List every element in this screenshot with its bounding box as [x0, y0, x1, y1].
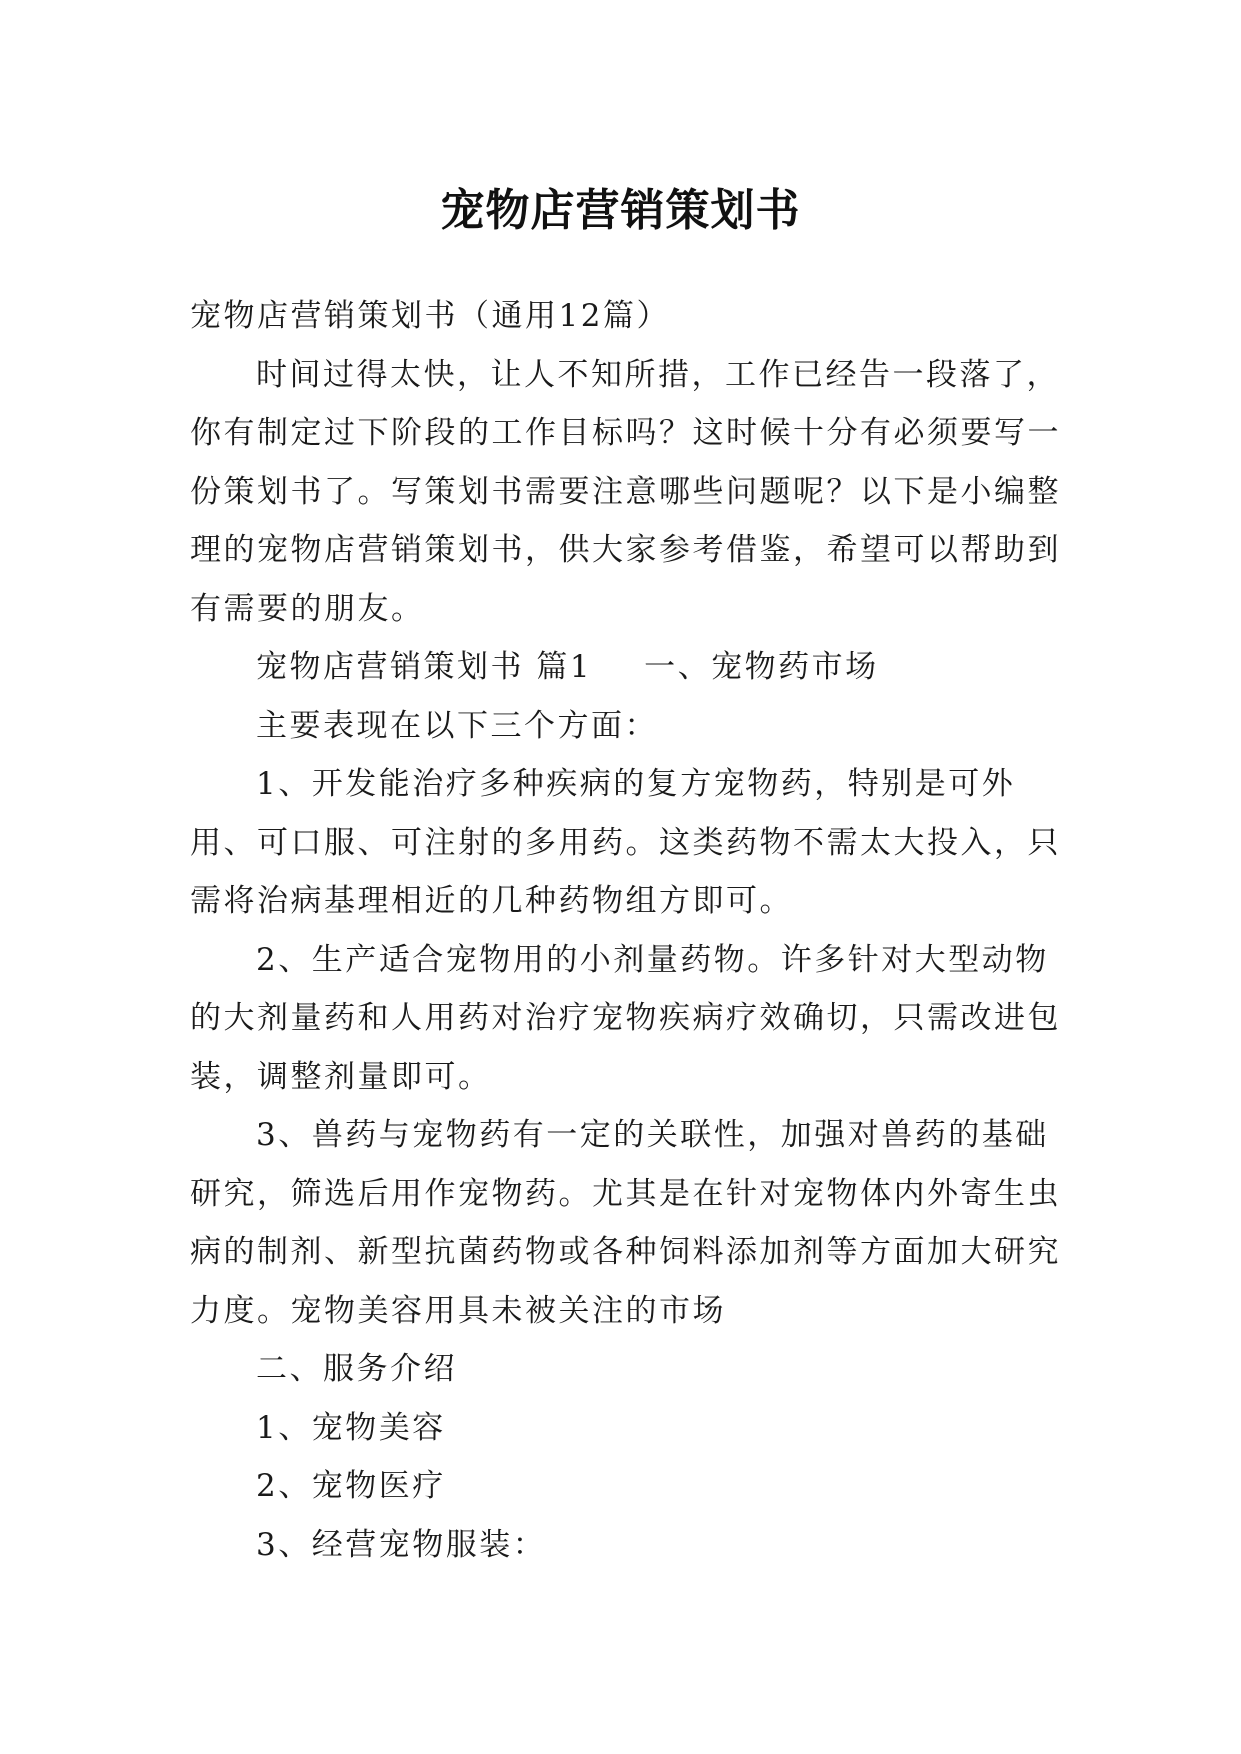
- list-paragraph-3: 3、兽药与宠物药有一定的关联性，加强对兽药的基础研究，筛选后用作宠物药。尤其是在针对宠物体内外寄生虫病的制剂、新型抗菌药物或各种饲料添加剂等方面加大研究力度。宠物美容用具未被关注的市场: [190, 1117, 1061, 1329]
- body-paragraph: 主要表现在以下三个方面：: [256, 707, 658, 744]
- document-title: 宠物店营销策划书: [440, 185, 801, 237]
- document-subtitle: 宠物店营销策划书（通用12篇）: [190, 298, 670, 334]
- section-heading: 一、宠物药市场: [644, 649, 879, 685]
- list-paragraph-1: 1、开发能治疗多种疾病的复方宠物药，特别是可外用、可口服、可注射的多用药。这类药物不需太大投入，只需将治病基理相近的几种药物组方即可。: [190, 766, 1061, 919]
- section-heading-services: 二、服务介绍: [256, 1351, 457, 1387]
- document-body: [190, 287, 1070, 1574]
- chapter-label: 宠物店营销策划书 篇1: [256, 649, 593, 685]
- service-item-3: 3、经营宠物服装：: [256, 1526, 547, 1563]
- list-paragraph-2: 2、生产适合宠物用的小剂量药物。许多针对大型动物的大剂量药和人用药对治疗宠物疾病疗效确切，只需改进包装，调整剂量即可。: [190, 941, 1061, 1095]
- intro-paragraph: 时间过得太快，让人不知所措，工作已经告一段落了，你有制定过下阶段的工作目标吗？这时候十分有必须要写一份策划书了。写策划书需要注意哪些问题呢？以下是小编整理的宠物店营销策划书，供大家参考借鉴，希望可以帮助到有需要的朋友。: [190, 356, 1061, 627]
- service-item-2: 2、宠物医疗: [256, 1468, 446, 1504]
- section-heading-line: [190, 638, 1070, 697]
- service-item-1: 1、宠物美容: [256, 1409, 446, 1446]
